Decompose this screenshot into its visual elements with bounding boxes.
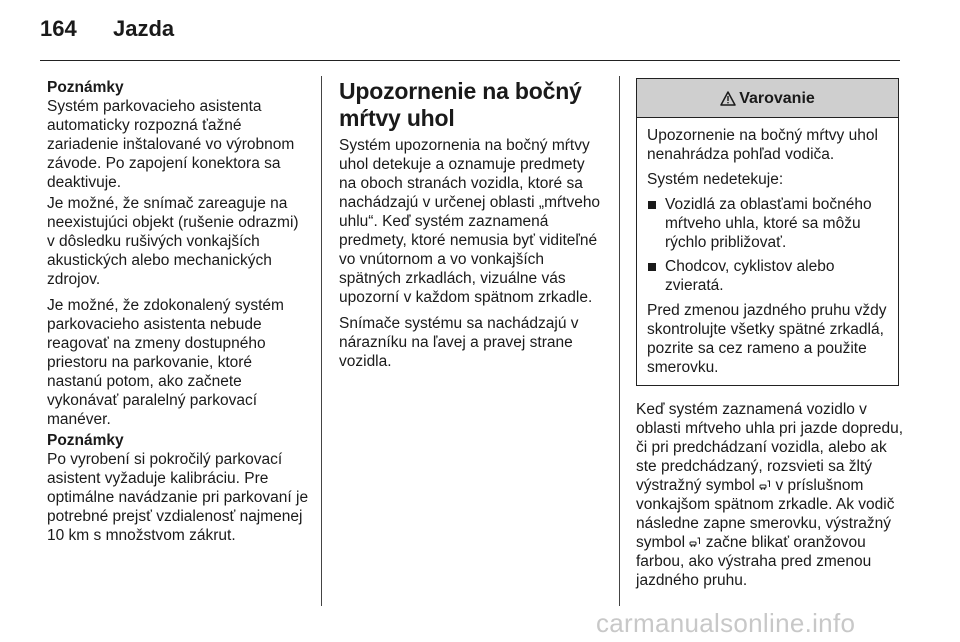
warning-list — [647, 195, 889, 295]
warning-triangle-icon — [720, 91, 736, 106]
paragraph — [636, 400, 906, 590]
list-item-text: Chodcov, cyklistov alebo zvieratá. — [665, 258, 835, 294]
watermark: carmanualsonline.info — [596, 608, 856, 638]
header-rule — [40, 60, 900, 61]
bullet-square-icon — [648, 201, 656, 209]
page-header — [0, 0, 960, 62]
paragraph-text: začne blikať oranžovou farbou, ako výstraha pred zmenou jazdného pruhu. — [636, 534, 872, 589]
column-divider-1 — [321, 76, 322, 606]
note-label: Poznámky — [47, 79, 124, 96]
column-left — [47, 78, 309, 547]
paragraph: Snímače systému sa nachádzajú v nárazníku na ľavej a pravej strane vozidla. — [339, 315, 579, 370]
list-item-text: Vozidlá za oblasťami bočného mŕtveho uhla, ktoré sa môžu rýchlo približovať. — [665, 196, 872, 251]
note-text: Systém parkovacieho asistenta automaticky rozpozná ťažné zariadenie inštalované vo výrobnom závode. Po zapojení konektora sa deaktivuje. — [47, 98, 295, 191]
warning-text: Systém nedetekuje: — [647, 171, 784, 188]
column-divider-2 — [619, 76, 620, 606]
paragraph: Je možné, že snímač zareaguje na neexistujúci objekt (rušenie odrazmi) v dôsledku rušivých vonkajších akustických alebo mechanických zdrojov. — [47, 195, 299, 288]
column-right — [636, 78, 906, 597]
paragraph: Je možné, že zdokonalený systém parkovacieho asistenta nebude reagovať na zmeny dostupného priestoru na parkovanie, ktoré nastanú potom, ako začnete vykonávať paralelný parkovací manéver. — [47, 297, 284, 428]
warning-title: Varovanie — [739, 89, 815, 107]
warning-body — [637, 118, 898, 385]
list-item — [647, 257, 889, 295]
section-title: Jazda — [113, 16, 175, 41]
warning-text: Upozornenie na bočný mŕtvy uhol nenahrádza pohľad vodiča. — [647, 127, 878, 163]
column-middle — [339, 78, 605, 378]
paragraph: Systém upozornenia na bočný mŕtvy uhol detekuje a oznamuje predmety na oboch stranách vozidla, ktoré sa nachádzajú v určenej oblasti „mŕtveho uhlu“. Keď systém zaznamená predmety, ktoré nemusia byť viditeľné vo vnútornom a vo vonkajších spätných zrkadlách, vizuálne vás upozorní v každom spätnom zrkadle. — [339, 137, 601, 306]
warning-header — [637, 79, 898, 118]
paragraph-text: v príslušnom vonkajšom spätnom zrkadle. Ak vodič následne zapne smerovku, výstražný symbol — [636, 477, 895, 551]
page-number: 164 — [40, 16, 77, 41]
warning-box — [636, 78, 899, 386]
warning-text: Pred zmenou jazdného pruhu vždy skontrolujte všetky spätné zrkadlá, pozrite sa cez rameno a použite smerovku. — [647, 302, 887, 376]
paragraph-text: Keď systém zaznamená vozidlo v oblasti mŕtveho uhla pri jazde dopredu, či pri predchádzaní vozidla, alebo ak ste predchádzaný, rozsvieti sa žltý výstražný symbol — [636, 401, 904, 494]
section-heading: Upozornenie na bočný mŕtvy uhol — [339, 78, 582, 131]
bullet-square-icon — [648, 263, 656, 271]
list-item — [647, 195, 889, 252]
note-text: Po vyrobení si pokročilý parkovací asistent vyžaduje kalibráciu. Pre optimálne navádzanie pri parkovaní je potrebné prejsť vzdialenosť najmenej 10 km s množstvom zákrut. — [47, 451, 309, 544]
note-label: Poznámky — [47, 432, 124, 449]
blind-spot-warning-icon — [689, 537, 701, 548]
blind-spot-warning-icon — [759, 480, 771, 491]
